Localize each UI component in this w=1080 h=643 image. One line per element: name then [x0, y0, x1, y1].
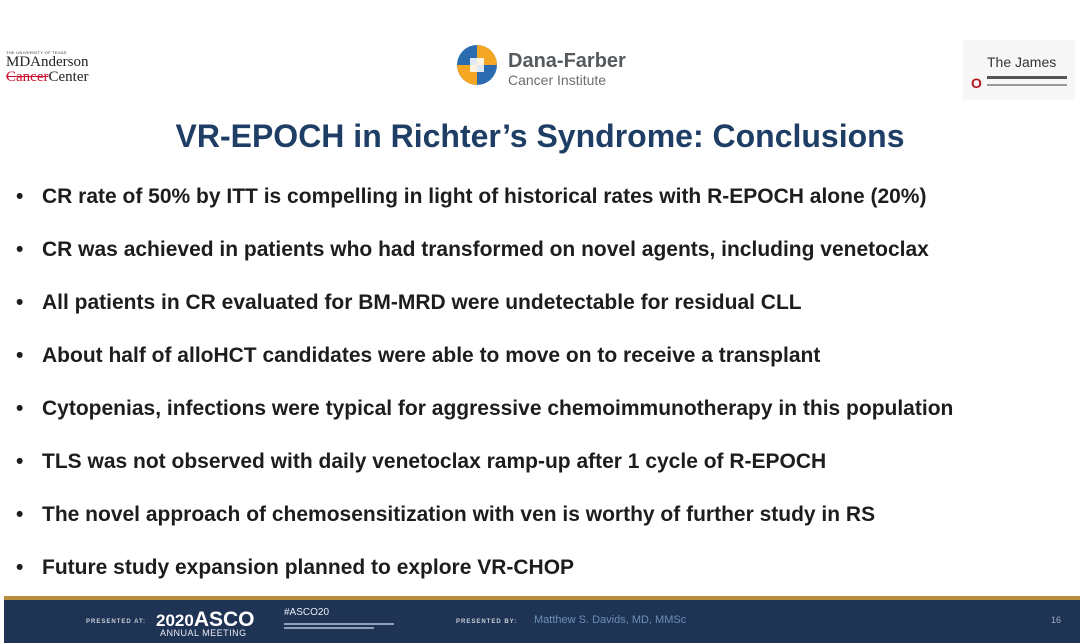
bullet-text: CR was achieved in patients who had transformed on novel agents, including venetoclax [42, 238, 929, 261]
md-anderson-center-word: Center [48, 69, 89, 85]
the-james-title: The James [987, 54, 1057, 70]
bullet-icon: • [16, 503, 24, 526]
asco-name: ASCO [193, 608, 255, 631]
the-james-logo [963, 40, 1075, 100]
md-anderson-logo [6, 50, 116, 90]
bullet-text: TLS was not observed with daily venetoclax ramp-up after 1 cycle of R-EPOCH [42, 450, 827, 473]
bullet-icon: • [16, 556, 24, 579]
hashtag-label: #ASCO20 [284, 607, 330, 618]
list-item [16, 341, 1076, 394]
osu-wordmark-line [987, 76, 1067, 79]
osu-subline [987, 84, 1067, 86]
list-item [16, 500, 1076, 553]
md-anderson-cancer-word: Cancer [6, 69, 49, 85]
bullet-icon: • [16, 397, 24, 420]
bullet-text: All patients in CR evaluated for BM-MRD were undetectable for residual CLL [42, 291, 802, 314]
list-item [16, 182, 1076, 235]
bullet-icon: • [16, 344, 24, 367]
bullet-text: The novel approach of chemosensitization with ven is worthy of further study in RS [42, 503, 876, 526]
dana-farber-mark-icon [456, 44, 498, 86]
bullet-icon: • [16, 238, 24, 261]
annual-meeting-label: ANNUAL MEETING [160, 628, 247, 638]
dana-farber-logo [456, 44, 656, 92]
list-item [16, 235, 1076, 288]
presented-by-label: PRESENTED BY: [456, 619, 518, 625]
md-anderson-tagline: THE UNIVERSITY OF TEXAS [6, 50, 67, 55]
list-item [16, 394, 1076, 447]
md-anderson-subname [6, 70, 116, 85]
bullet-text: About half of alloHCT candidates were able to move on to receive a transplant [42, 344, 821, 367]
dana-farber-subtitle: Cancer Institute [508, 72, 607, 88]
footer-bar [4, 600, 1080, 643]
list-item [16, 447, 1076, 500]
presenter-name: Matthew S. Davids, MD, MMSc [534, 614, 687, 626]
conclusions-list [16, 182, 1076, 606]
bullet-icon: • [16, 185, 24, 208]
presented-at-label: PRESENTED AT: [86, 619, 147, 625]
bullet-icon: • [16, 291, 24, 314]
page-number: 16 [1051, 615, 1062, 625]
bullet-text: Future study expansion planned to explore VR-CHOP [42, 556, 575, 579]
md-anderson-name: MDAnderson [6, 54, 89, 70]
dana-farber-title: Dana-Farber [508, 50, 626, 72]
slides-disclaimer [284, 621, 404, 631]
list-item [16, 288, 1076, 341]
osu-block-o-icon: O [971, 75, 982, 91]
bullet-icon: • [16, 450, 24, 473]
bullet-text: CR rate of 50% by ITT is compelling in light of historical rates with R-EPOCH alone (20%) [42, 185, 927, 208]
asco-year: 2020 [156, 611, 194, 630]
slide-title: VR-EPOCH in Richter’s Syndrome: Conclusions [175, 118, 905, 154]
bullet-text: Cytopenias, infections were typical for aggressive chemoimmunotherapy in this population [42, 397, 954, 420]
